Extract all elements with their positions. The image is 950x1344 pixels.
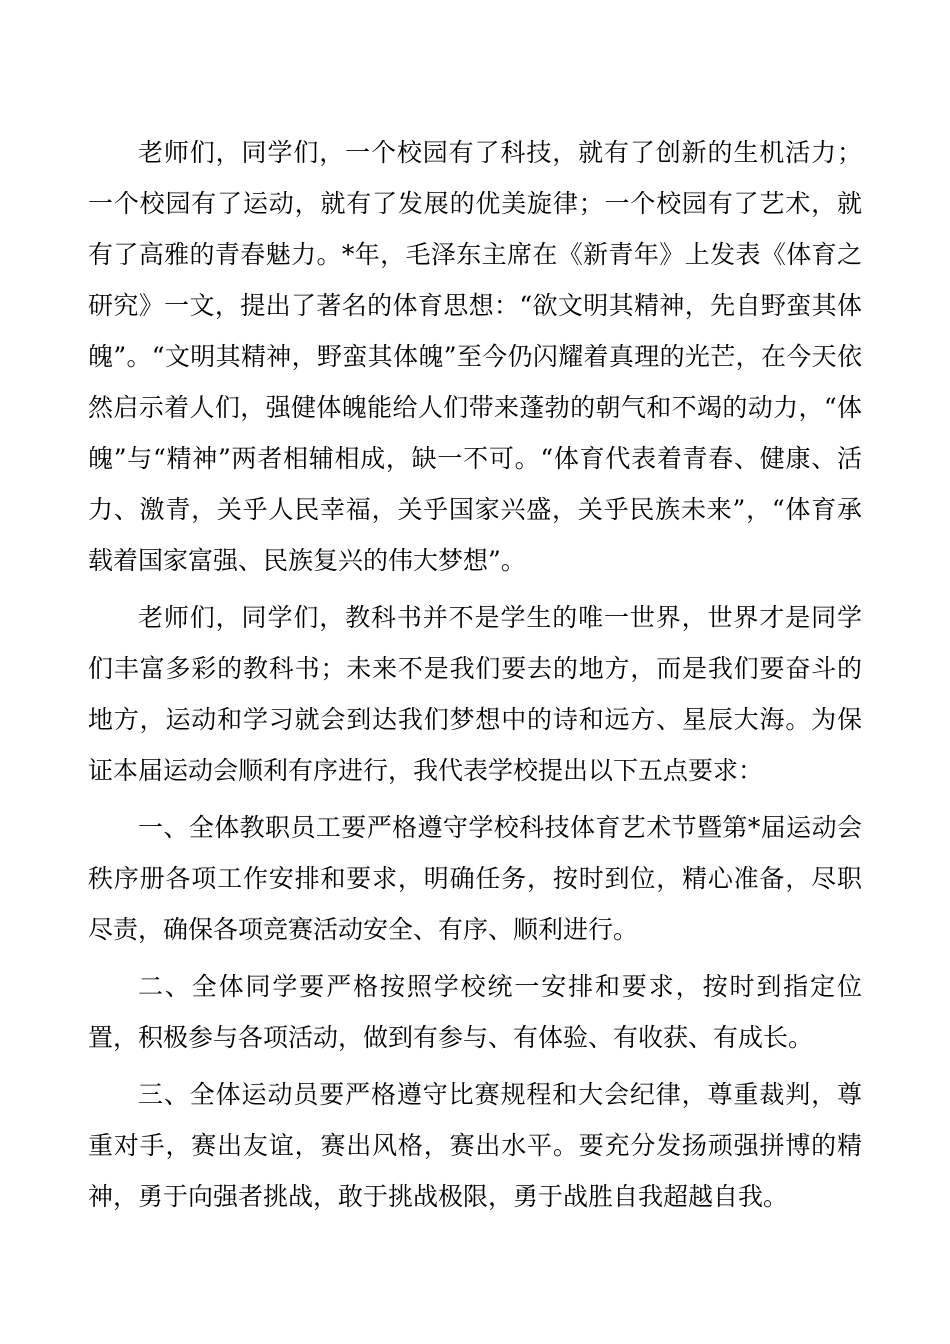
paragraph-requirement-2: 二、全体同学要严格按照学校统一安排和要求，按时到指定位置，积极参与各项活动，做到有参与、有体验、有收获、有成长。 xyxy=(88,972,862,1052)
paragraph-textbook: 老师们，同学们，教科书并不是学生的唯一世界，世界才是同学们丰富多彩的教科书；未来不是我们要去的地方，而是我们要奋斗的地方，运动和学习就会到达我们梦想中的诗和远方、星辰大海。为保证本届运动会顺利有序进行，我代表学校提出以下五点要求： xyxy=(88,603,862,785)
paragraph-requirement-1: 一、全体教职员工要严格遵守学校科技体育艺术节暨第*届运动会秩序册各项工作安排和要求，明确任务，按时到位，精心准备，尽职尽责，确保各项竞赛活动安全、有序、顺利进行。 xyxy=(88,813,862,944)
paragraph-requirement-3: 三、全体运动员要严格遵守比赛规程和大会纪律，尊重裁判，尊重对手，赛出友谊，赛出风格，赛出水平。要充分发扬顽强拼博的精神，勇于向强者挑战，敢于挑战极限，勇于战胜自我超越自我。 xyxy=(88,1080,862,1211)
paragraph-opening: 老师们，同学们，一个校园有了科技，就有了创新的生机活力；一个校园有了运动，就有了发展的优美旋律；一个校园有了艺术，就有了高雅的青春魅力。*年，毛泽东主席在《新青年》上发表《体育之研究》一文，提出了著名的体育思想：“欲文明其精神，先自野蛮其体魄”。“文明其精神，野蛮其体魄”至今仍闪耀着真理的光芒，在今天依然启示着人们，强健体魄能给人们带来蓬勃的朝气和不竭的动力，“体魄”与“精神”两者相辅相成，缺一不可。“体育代表着青春、健康、活力、激青，关乎人民幸福，关乎国家兴盛，关乎民族未来”，“体育承载着国家富强、民族复兴的伟大梦想”。 xyxy=(88,138,862,575)
document-body xyxy=(88,127,862,1228)
